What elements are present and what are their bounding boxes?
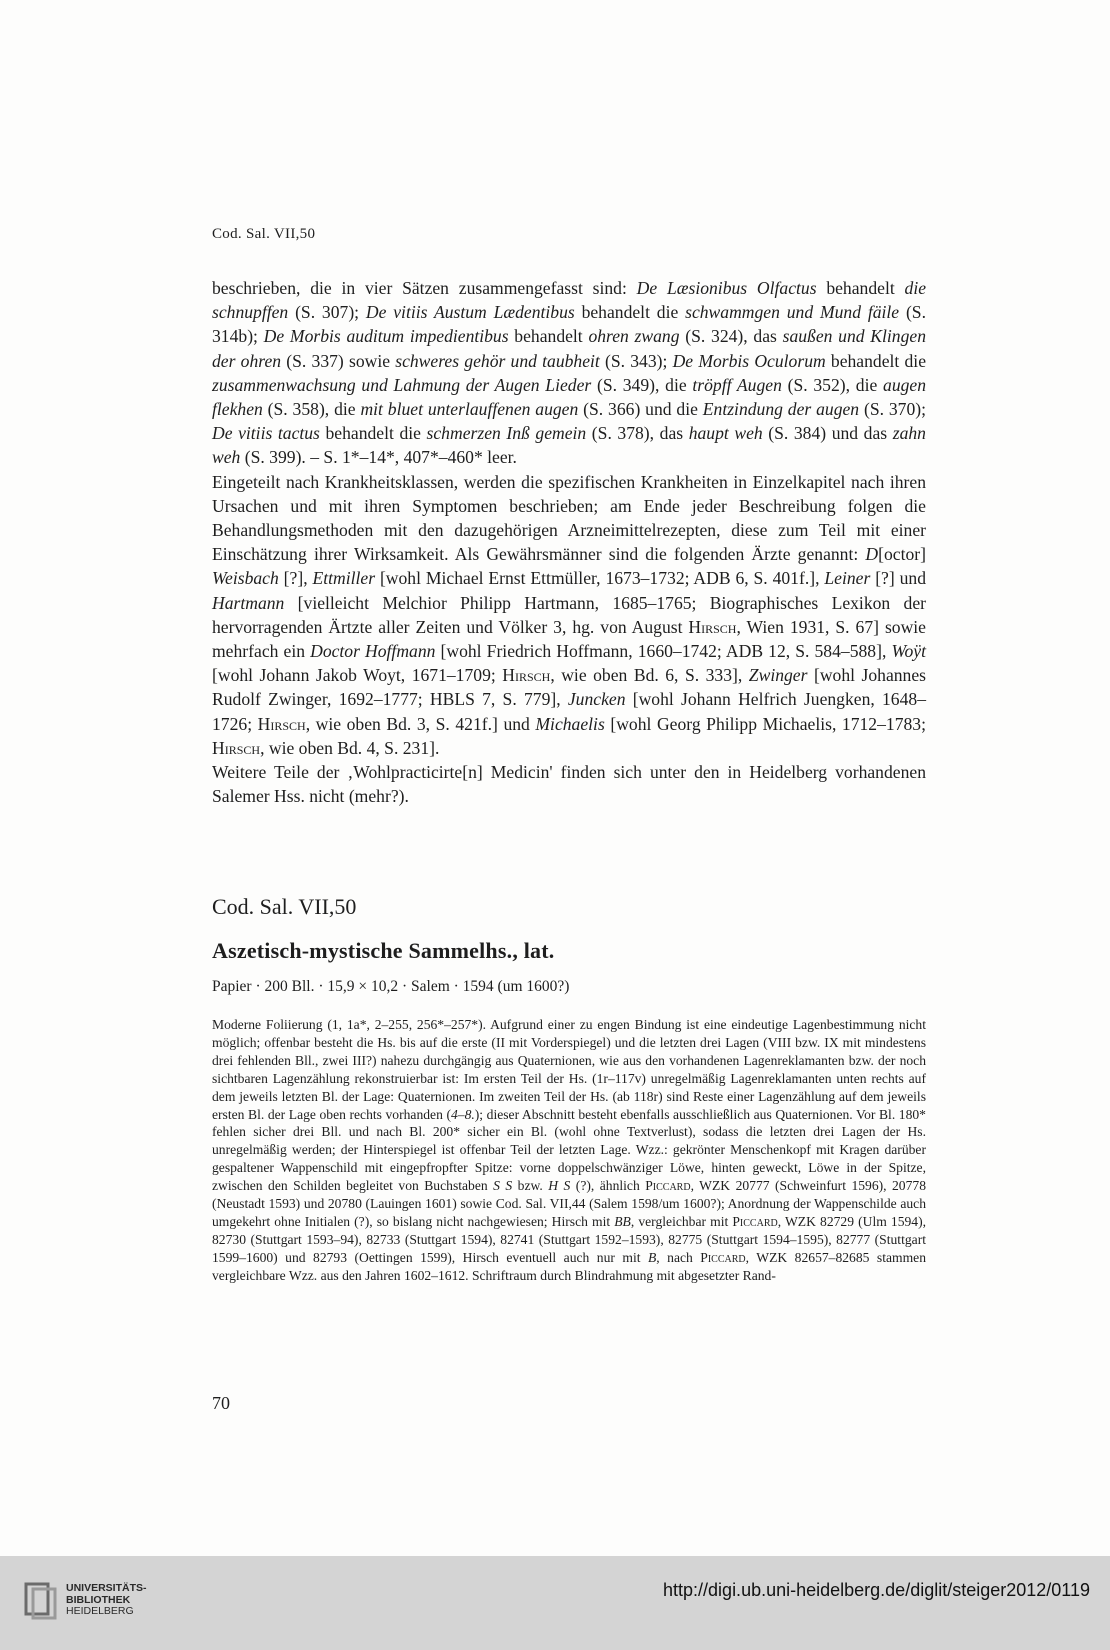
text-run: , vergleichbar mit xyxy=(630,1213,733,1229)
text-run: (S. 366) und die xyxy=(578,399,703,420)
italic-run: Michaelis xyxy=(535,713,605,734)
paragraph xyxy=(212,276,926,470)
italic-run: schmerzen Inß gemein xyxy=(426,423,587,444)
text-run: [wohl Georg Philipp Michaelis, 1712–1783; xyxy=(604,713,926,734)
text-run: (S. 337) sowie xyxy=(281,350,396,371)
text-run: behandelt xyxy=(508,326,589,347)
text-run: , WZK 20777 (Schweinfurt 1596), 20778 (Neustadt 1593) und 20780 (Lauingen 1601) sowie Cod. Sal. VII,44 (Salem 1598/um 1600?); Anordnung der Wappenschilde auch umgekehrt ohne Initialen (?), so bislang nicht nachgewiesen; Hirsch mit xyxy=(212,1178,926,1229)
library-logo-text xyxy=(66,1583,147,1618)
text-run: [octor] xyxy=(878,544,926,565)
text-run: (S. 358), die xyxy=(262,399,361,420)
italic-run: Hartmann xyxy=(212,592,285,613)
italic-run: haupt weh xyxy=(688,423,763,444)
italic-run: mit bluet unterlauffenen augen xyxy=(360,399,579,420)
text-run: [wohl Friedrich Hoffmann, 1660–1742; ADB 12, S. 584–588], xyxy=(435,641,892,662)
text-run: behandelt xyxy=(816,278,905,298)
small-caps-run: Hirsch xyxy=(257,713,306,734)
main-body-text xyxy=(212,276,926,808)
italic-run: zusammenwachsung und Lahmung der Augen Lieder xyxy=(212,374,592,395)
entry-title: Aszetisch-mystische Sammelhs., lat. xyxy=(212,938,555,963)
italic-run: De Læsionibus Olfactus xyxy=(636,278,817,298)
italic-run: tröpff Augen xyxy=(692,374,782,395)
italic-run: augen flekhen xyxy=(212,374,927,420)
text-run: [?] und xyxy=(870,568,926,589)
footer-url[interactable]: http://digi.ub.uni-heidelberg.de/diglit/steiger2012/0119 xyxy=(663,1580,1090,1600)
entry-description xyxy=(212,1016,926,1285)
text-run: , WZK 82657–82685 stammen vergleichbare Wzz. aus den Jahren 1602–1612. Schriftraum durch Blindrahmung mit abgesetzter Rand- xyxy=(212,1249,926,1283)
text-run: Moderne Foliierung (1, 1a*, 2–255, 256*–257*). Aufgrund einer zu engen Bindung ist eine eindeutige Lagenbestimmung nicht möglich; offenbar besteht die Hs. bis auf die erste (II mit Vorderspiegel) und die letzten drei Lagen (VIII bzw. IX mit mindestens drei fehlenden Bll., zwei III?) nahezu durchgängig aus Quaternionen, wie aus den vorhandenen Lagenreklamanten bzw. der noch sichtbaren Lagenzählung rekonstruierbar ist: Im ersten Teil der Hs. (1r–117v) unregelmäßig Lagenreklamanten unten rechts auf dem jeweils letzten Bl. der Lage: Quaternionen. Im zweiten Teil der Hs. (ab 118r) sind Reste einer Lagenzählung auf dem jeweils ersten Bl. der Lage oben rechts vorhanden ( xyxy=(212,1017,926,1122)
italic-run: Entzindung der augen xyxy=(702,399,860,420)
small-caps-run: Hirsch xyxy=(212,737,261,758)
italic-run: Weisbach xyxy=(212,568,279,589)
italic-run: ohren zwang xyxy=(588,326,680,347)
small-caps-run: Hirsch xyxy=(688,616,737,637)
italic-run: Woÿt xyxy=(891,641,926,662)
small-caps-run: Piccard xyxy=(732,1213,778,1229)
italic-run: saußen und Klingen der ohren xyxy=(212,326,926,371)
paragraph xyxy=(212,760,926,808)
italic-run: die schnupffen xyxy=(212,278,927,323)
text-run: behandelt die xyxy=(825,350,926,371)
logo-line: UNIVERSITÄTS- xyxy=(66,1582,147,1594)
text-run: [?], xyxy=(278,568,313,589)
text-run: , WZK 82729 (Ulm 1594), 82730 (Stuttgart 1593–94), 82733 (Stuttgart 1594), 82741 (Stuttgart 1592–1593), 82775 (Stuttgart 1594–1595), 82777 (Stuttgart 1599–1600) und 82793 (Oettingen 1599), Hirsch eventuell auch nur mit xyxy=(212,1213,927,1265)
text-run: behandelt die xyxy=(319,423,427,444)
italic-run: Leiner xyxy=(824,568,871,589)
text-run: [wohl Johannes Rudolf Zwinger, 1692–1777; HBLS 7, S. 779], xyxy=(212,665,927,710)
text-run: , wie oben Bd. 6, S. 333], xyxy=(550,665,749,686)
logo-line: HEIDELBERG xyxy=(66,1605,134,1617)
text-run: , nach xyxy=(656,1249,701,1265)
small-caps-run: Piccard xyxy=(700,1249,746,1265)
text-run: Eingeteilt nach Krankheitsklassen, werden die spezifischen Krankheiten in Einzelkapitel nach ihren Ursachen und mit ihren Symptomen beschrieben; am Ende jeder Beschreibung folgen die Behandlungsmethoden mit den dazugehörigen Arzneimittelrezepten, diese zum Teil mit einer Einschätzung ihrer Wirksamkeit. Als Gewährsmänner sind die folgenden Ärzte genannt: xyxy=(212,471,926,565)
text-run: behandelt die xyxy=(574,302,686,323)
italic-run: Doctor Hoffmann xyxy=(310,641,436,662)
text-run: [wohl Johann Jakob Woyt, 1671–1709; xyxy=(212,665,503,686)
italic-run: B xyxy=(647,1249,657,1265)
text-run: Weitere Teile der ‚Wohlpracticirte[n] Medicin' finden sich unter den in Heidelberg vorhandenen Salemer Hss. nicht (mehr?). xyxy=(212,762,926,807)
italic-run: H S xyxy=(548,1178,571,1194)
text-run: (S. 352), die xyxy=(781,374,884,395)
text-run: , wie oben Bd. 4, S. 231]. xyxy=(260,737,440,758)
text-run: [wohl Johann Helfrich Juengken, 1648–1726; xyxy=(212,689,926,734)
text-run: ); dieser Abschnitt besteht ebenfalls ausschließlich aus Quaternionen. Vor Bl. 180* fehlen sicher drei Bll. und nach Bl. 200* sicher ein Bl. (wohl ohne Textverlust), sodass die letzten drei Lagen der Hs. unregelmäßig werden; der Hinterspiegel ist offenbar Teil der letzten Lage. Wzz.: gekrönter Menschenkopf mit Kragen darüber gespaltener Wappenschild mit eingepfropfter Spitze: vorne doppelschwänziger Löwe, hinten geweckt, Löwe in der Spitze, zwischen den Schilden begleitet von Buchstaben xyxy=(212,1106,926,1194)
text-run: (S. 314b); xyxy=(212,302,926,347)
text-run: (S. 370); xyxy=(859,399,927,420)
text-run: (S. 324), das xyxy=(679,326,783,347)
text-run: (S. 343); xyxy=(599,350,673,371)
italic-run: 4–8. xyxy=(450,1106,475,1122)
text-run: bzw. xyxy=(512,1178,549,1194)
italic-run: De vitiis tactus xyxy=(212,423,320,444)
text-run: (S. 307); xyxy=(288,302,366,323)
text-run: (?), ähnlich xyxy=(570,1178,646,1194)
italic-run: Juncken xyxy=(567,689,626,710)
logo-line: BIBLIOTHEK xyxy=(66,1593,131,1606)
text-run: (S. 378), das xyxy=(586,423,689,444)
text-run: , Wien 1931, S. 67] sowie mehrfach ein xyxy=(212,616,926,662)
italic-run: zahn weh xyxy=(212,423,926,468)
running-head: Cod. Sal. VII,50 xyxy=(212,226,316,242)
text-run: [vielleicht Melchior Philipp Hartmann, 1685–1765; Biographisches Lexikon der hervorragenden Ärtzte aller Zeiten und Völker 3, hg. von August xyxy=(212,592,926,637)
text-run: , wie oben Bd. 3, S. 421f.] und xyxy=(305,713,536,734)
text-run: beschrieben, die in vier Sätzen zusammengefasst sind: xyxy=(212,278,637,298)
small-caps-run: Piccard xyxy=(645,1178,691,1194)
italic-run: BB xyxy=(614,1213,631,1229)
text-run: [wohl Michael Ernst Ettmüller, 1673–1732; ADB 6, S. 401f.], xyxy=(375,568,825,589)
entry-signature: Cod. Sal. VII,50 xyxy=(212,894,357,919)
italic-run: schweres gehör und taubheit xyxy=(395,350,600,371)
italic-run: Ettmiller xyxy=(312,568,376,589)
page-number: 70 xyxy=(212,1393,230,1413)
text-run: (S. 399). – S. 1*–14*, 407*–460* leer. xyxy=(240,447,517,468)
italic-run: Zwinger xyxy=(748,665,808,686)
small-caps-run: Hirsch xyxy=(502,665,551,686)
paragraph xyxy=(212,470,926,760)
italic-run: S S xyxy=(493,1178,513,1194)
library-logo-icon xyxy=(24,1580,60,1620)
italic-run: De Morbis Oculorum xyxy=(672,350,826,371)
text-run: (S. 384) und das xyxy=(762,423,893,444)
footer-band xyxy=(0,1556,1110,1650)
text-run: (S. 349), die xyxy=(591,374,693,395)
italic-run: De vitiis Austum Lædentibus xyxy=(365,302,575,323)
italic-run: De Morbis auditum impedientibus xyxy=(263,326,509,347)
italic-run: schwammgen und Mund fäile xyxy=(685,302,900,323)
entry-meta: Papier · 200 Bll. · 15,9 × 10,2 · Salem · 1594 (um 1600?) xyxy=(212,978,570,995)
italic-run: D xyxy=(865,544,879,565)
